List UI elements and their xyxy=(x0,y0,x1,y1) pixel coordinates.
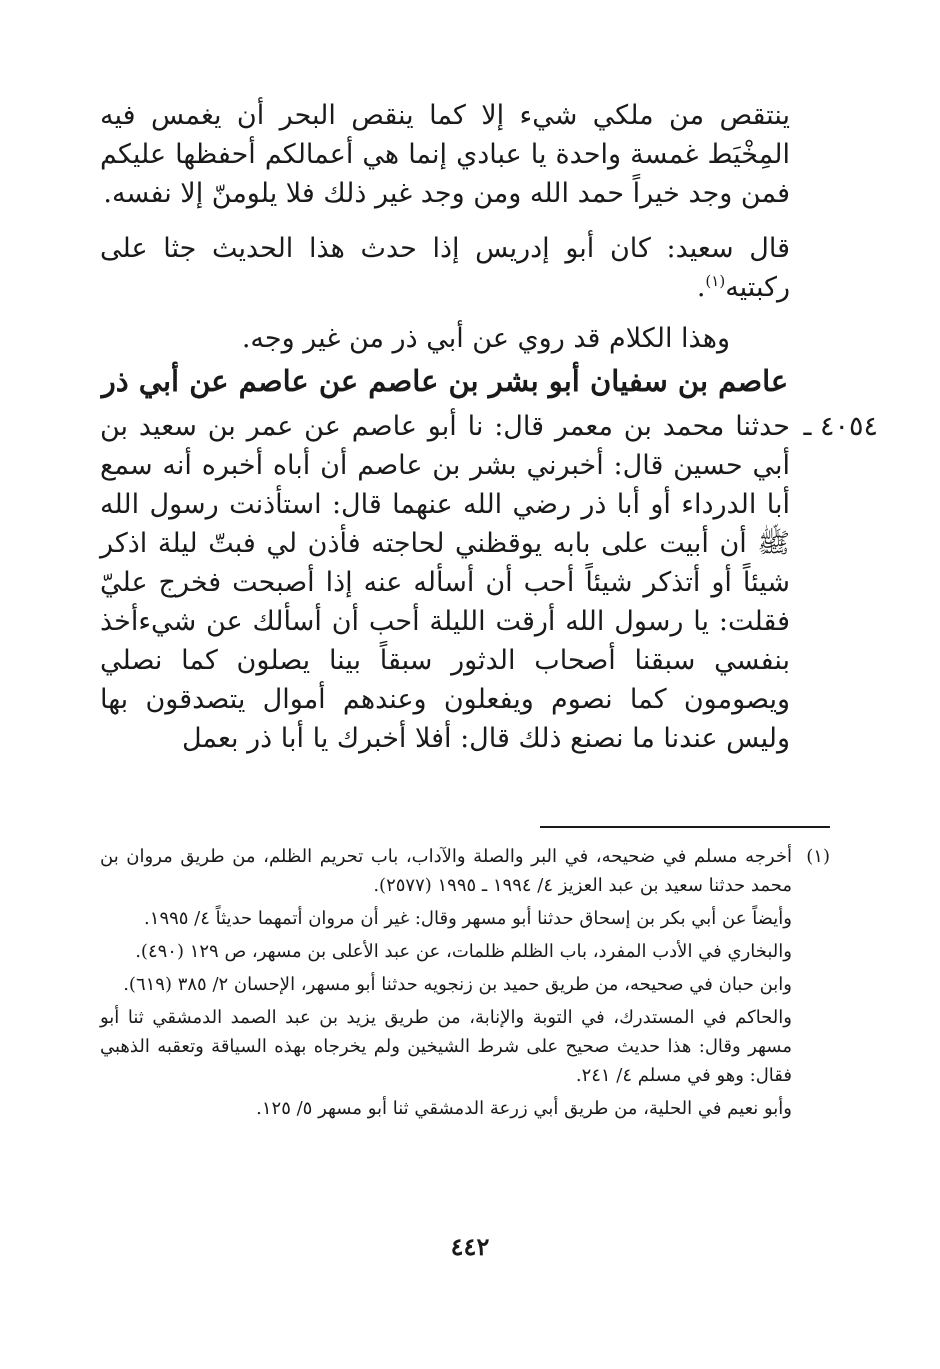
hadith-entry xyxy=(100,407,878,758)
footnote-item: والبخاري في الأدب المفرد، باب الظلم ظلمات، عن عبد الأعلى بن مسهر، ص ١٢٩ (٤٩٠). xyxy=(135,941,792,962)
footnote-item: وأبو نعيم في الحلية، من طريق أبي زرعة الدمشقي ثنا أبو مسهر ٥/ ١٢٥. xyxy=(256,1098,792,1119)
footnote-text: أخرجه مسلم في ضحيحه، في البر والصلة والآداب، باب تحريم الظلم، من طريق مروان بن محمد حدثنا سعيد بن عبد العزيز ٤/ ١٩٩٤ ـ ١٩٩٥ (٢٥٧٧). xyxy=(100,846,792,896)
footnote-item: وأيضاً عن أبي بكر بن إسحاق حدثنا أبو مسهر وقال: غير أن مروان أتمهما حديثاً ٤/ ١٩٩٥. xyxy=(144,908,792,929)
footnote-mark: (١) xyxy=(806,846,830,867)
paragraph-end: . xyxy=(696,272,706,303)
paragraph-continuation: ينتقص من ملكي شيء إلا كما ينقص البحر أن يغمس فيه المِخْيَط غمسة واحدة يا عبادي إنما هي أعمالكم أحفظها عليكم فمن وجد خيراً حمد الله ومن وجد غير ذلك فلا يلومنّ إلا نفسه. xyxy=(100,100,790,209)
hadith-text: حدثنا محمد بن معمر قال: نا أبو عاصم عن عمر بن سعيد بن أبي حسين قال: أخبرني بشر بن عاصم أن أباه أخبره أنه سمع أبا الدرداء أو أبا ذر رضي الله عنهما قال: استأذنت رسول الله ﷺ أن أبيت على بابه يوقظني لحاجته فأذن لي فبتّ ليلة اذكر شيئاً أو أتذكر شيئاً أحب أن أسأله عنه إذا أصبحت فخرج عليّ فقلت: يا رسول الله أرقت الليلة أحب أن أسألك عن شيءأخذ بنفسي سبقنا أصحاب الدثور سبقاً بينا يصلون كما نصلي ويصومون كما نصوم ويفعلون وعندهم أموال يتصدقون بها وليس عندنا ما نصنع ذلك قال: أفلا أخبرك يا أبا ذر بعمل xyxy=(100,411,790,754)
paragraph-said-saeed xyxy=(100,229,790,307)
page-number: ٤٤٢ xyxy=(450,1232,490,1261)
footnote-item: والحاكم في المستدرك، في التوبة والإنابة، من طريق يزيد بن عبد الصمد الدمشقي ثنا أبو مسهر وقال: هذا حديث صحيح على شرط الشيخين ولم يخرجاه بهذه السياقة وتعقبه الذهبي فقال: وهو في مسلم ٤/ ٢٤١. xyxy=(100,1007,792,1086)
footnote-divider xyxy=(540,826,830,828)
footnote-reference: (١) xyxy=(705,272,726,290)
footnotes xyxy=(100,842,830,1127)
section-heading: عاصم بن سفيان أبو بشر بن عاصم عن عاصم عن أبي ذر xyxy=(101,364,789,398)
footnote-item xyxy=(100,842,830,900)
main-text xyxy=(100,96,878,758)
paragraph-narration-note: وهذا الكلام قد روي عن أبي ذر من غير وجه. xyxy=(241,323,730,354)
footnote-item: وابن حبان في صحيحه، من طريق حميد بن زنجويه حدثنا أبو مسهر، الإحسان ٢/ ٣٨٥ (٦١٩). xyxy=(123,974,792,995)
hadith-number: ٤٠٥٤ ـ xyxy=(803,411,878,442)
paragraph-text: قال سعيد: كان أبو إدريس إذا حدث هذا الحديث جثا على ركبتيه xyxy=(100,233,790,303)
